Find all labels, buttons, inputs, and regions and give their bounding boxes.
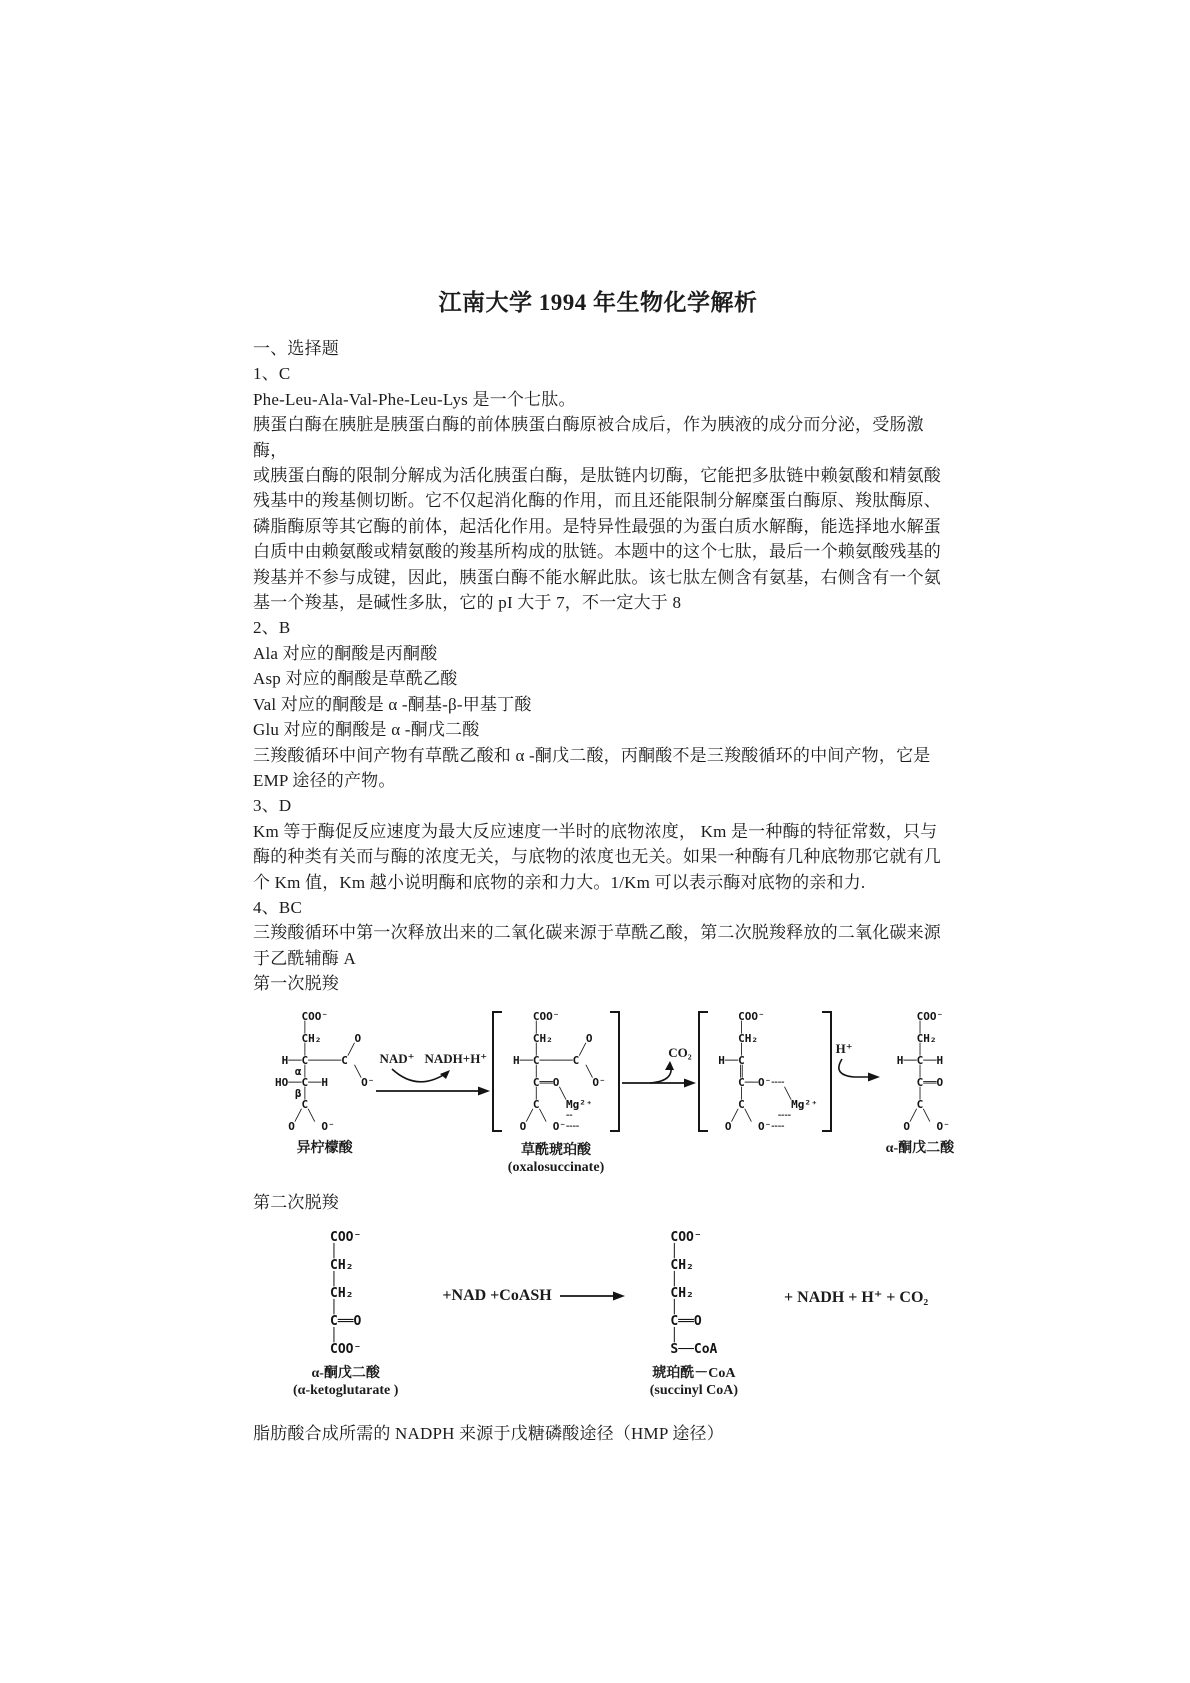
- left-bracket: [698, 1011, 708, 1132]
- isocitrate-formula: [275, 1011, 374, 1132]
- text-line: 三羧酸循环中第一次释放出来的二氧化碳来源于草酰乙酸，第二次脱羧释放的二氧化碳来源: [253, 923, 941, 943]
- text-line: ╱ ╲ ╌: [506, 1108, 573, 1122]
- proton-arrow-icon: [832, 1057, 886, 1083]
- text-line: Glu 对应的酮酸是 α -酮戊二酸: [253, 720, 480, 740]
- oxalosuccinate-bracketed: [492, 1011, 619, 1132]
- text-line: 三羧酸循环中间产物有草酰乙酸和 α -酮戊二酸，丙酮酸不是三羧酸循环的中间产物，它是: [253, 745, 931, 765]
- alpha-ketoglutarate-2-label-en: (α-ketoglutarate ): [293, 1382, 399, 1398]
- text-line: Km 等于酶促反应速度为最大反应速度一半时的底物浓度， Km 是一种酶的特征常数，只与: [253, 821, 938, 841]
- text-line: β│: [275, 1086, 309, 1100]
- text-line: CH₂ O: [506, 1031, 593, 1045]
- text-line: COO⁻: [506, 1009, 560, 1023]
- text-line: O O⁻╌╌: [711, 1119, 785, 1133]
- text-line: │ ╲: [711, 1086, 792, 1100]
- section-heading: 一、选择题: [253, 339, 339, 358]
- text-line: COO⁻: [330, 1341, 362, 1357]
- text-line: 于乙酰辅酶 A: [253, 948, 356, 968]
- text-line: 残基中的羧基侧切断。它不仅起消化酶的作用，而且还能限制分解糜蛋白酶原、羧肽酶原、: [253, 491, 941, 511]
- text-line: Ala 对应的酮酸是丙酮酸: [253, 643, 438, 663]
- curved-reaction-arrow-icon: [374, 1067, 492, 1097]
- proton-reaction-arrow: [832, 1041, 886, 1083]
- text-line: C: [890, 1097, 924, 1111]
- first-decarboxylation-label: 第一次脱羧: [253, 974, 339, 994]
- succinyl-coa-structure: [650, 1231, 738, 1399]
- text-line: 白质中由赖氨酸或精氨酸的羧基所构成的肽链。本题中的这个七肽，最后一个赖氨酸残基的: [253, 542, 941, 562]
- text-line: CH₂: [711, 1031, 759, 1045]
- text-line: C Mg²⁺: [711, 1097, 818, 1111]
- text-line: H──C──H: [890, 1053, 944, 1067]
- left-bracket: [492, 1011, 502, 1132]
- text-line: Asp 对应的酮酸是草酰乙酸: [253, 669, 458, 689]
- oxalosuccinate-label-cn: 草酰琥珀酸: [521, 1142, 592, 1158]
- text-line: 个 Km 值，Km 越小说明酶和底物的亲和力大。1/Km 可以表示酶对底物的亲和力.: [253, 872, 866, 892]
- text-line: │ ╲: [506, 1064, 593, 1078]
- text-line: │: [330, 1271, 338, 1287]
- nadh-label: NADH+H⁺: [424, 1050, 488, 1066]
- text-line: 酶的种类有关而与酶的浓度无关，与底物的浓度也无关。如果一种酶有几种底物那它就有几: [253, 847, 941, 867]
- page-title: 江南大学 1994 年生物化学解析: [438, 290, 758, 315]
- text-line: │: [275, 1020, 309, 1034]
- nad-reaction-arrow: [374, 1051, 492, 1097]
- text-line: │: [670, 1271, 679, 1287]
- oxalosuccinate-structure: [492, 1011, 619, 1176]
- text-line: H──C: [711, 1053, 745, 1067]
- text-line: ╱ ╲: [275, 1108, 315, 1122]
- alpha-ketoglutarate-2-label-cn: α-酮戊二酸: [311, 1365, 380, 1381]
- closing-line: 脂肪酸合成所需的 NADPH 来源于戊糖磷酸途径（HMP 途径）: [253, 1423, 724, 1443]
- alpha-ketoglutarate-2-structure: [293, 1231, 398, 1399]
- text-line: COO⁻: [330, 1229, 362, 1245]
- text-line: │: [330, 1243, 338, 1259]
- text-line: HO──C──H O⁻: [275, 1075, 375, 1089]
- straight-reaction-arrow-icon: [560, 1290, 626, 1302]
- text-line: Val 对应的酮酸是 α -酮基-β-甲基丁酸: [253, 694, 532, 714]
- text-line: C: [275, 1097, 309, 1111]
- text-line: C══O O⁻: [506, 1075, 606, 1089]
- nad-label: NAD⁺: [379, 1050, 415, 1066]
- succinyl-coa-label-en: (succinyl CoA): [649, 1382, 739, 1398]
- enol-formula: [712, 1011, 818, 1132]
- alpha-ketoglutarate-structure: [886, 1011, 954, 1157]
- alpha-ketoglutarate-label: α-酮戊二酸: [885, 1140, 955, 1156]
- text-line: │: [506, 1020, 540, 1034]
- answer-q4: 4、BC: [253, 897, 302, 917]
- text-line: 磷脂酶原等其它酶的前体，起活化作用。是特异性最强的为蛋白质水解酶，能选择地水解蛋: [253, 516, 941, 536]
- text-line: ║: [711, 1064, 745, 1078]
- oxalosuccinate-label-en: (oxalosuccinate): [507, 1159, 605, 1175]
- text-line: ╱ ╲: [890, 1108, 930, 1122]
- right-bracket: [822, 1011, 832, 1132]
- reagents-text: +NAD +CoASH: [442, 1286, 552, 1304]
- second-decarboxylation-diagram: [293, 1231, 943, 1399]
- text-line: │ ╱: [275, 1042, 355, 1056]
- text-line: │: [330, 1327, 338, 1343]
- co2-release-arrow-icon: [620, 1061, 698, 1089]
- q2-explanation: [253, 641, 943, 793]
- text-line: 或胰蛋白酶的限制分解成为活化胰蛋白酶，是肽链内切酶，它能把多肽链中赖氨酸和精氨酸: [253, 466, 941, 486]
- text-line: C══O: [890, 1075, 944, 1089]
- nad-coash-arrow: [442, 1287, 625, 1305]
- q4-explanation: [253, 920, 943, 971]
- products-text: + NADH + H⁺ + CO₂: [784, 1288, 929, 1306]
- h-plus-label: H⁺: [835, 1040, 853, 1056]
- text-line: │ ╲: [506, 1086, 566, 1100]
- text-line: │: [890, 1086, 924, 1100]
- text-line: H──C─────C: [275, 1053, 348, 1067]
- text-line: α│ ╲: [275, 1064, 362, 1078]
- text-line: CH₂: [890, 1031, 937, 1045]
- text-line: C──O⁻╌╌: [711, 1075, 785, 1089]
- text-line: │: [890, 1020, 924, 1034]
- text-line: 胰蛋白酶在胰脏是胰蛋白酶的前体胰蛋白酶原被合成后，作为胰液的成分而分泌，受肠激酶，: [253, 415, 924, 460]
- text-line: COO⁻: [890, 1009, 944, 1023]
- alpha-ketoglutarate-formula: [890, 1011, 950, 1132]
- document-content: [253, 288, 955, 1446]
- answer-q3: 3、D: [253, 796, 292, 816]
- co2-reaction-arrow: [620, 1045, 698, 1089]
- text-line: CH₂ O: [275, 1031, 362, 1045]
- text-line: CH₂: [670, 1257, 694, 1273]
- enol-intermediate-structure: [698, 1011, 832, 1132]
- text-line: │: [711, 1042, 745, 1056]
- alpha-ketoglutarate-2-formula: [330, 1231, 361, 1357]
- text-line: 基一个羧基，是碱性多肽，它的 pI 大于 7，不一定大于 8: [253, 593, 682, 613]
- text-line: COO⁻: [711, 1009, 765, 1023]
- nad-arrow-labels: [379, 1051, 487, 1067]
- text-line: O O⁻╌╌: [506, 1119, 580, 1133]
- text-line: O O⁻: [890, 1119, 950, 1133]
- isocitrate-label: 异柠檬酸: [296, 1140, 353, 1156]
- text-line: │: [711, 1020, 745, 1034]
- text-line: C══O: [330, 1313, 362, 1329]
- text-line: ╱ ╲ ╌╌: [711, 1108, 792, 1122]
- isocitrate-structure: [275, 1011, 374, 1157]
- q3-explanation: [253, 819, 943, 895]
- text-line: │: [890, 1042, 924, 1056]
- oxalosuccinate-formula: [506, 1011, 605, 1132]
- text-line: H──C─────C: [506, 1053, 580, 1067]
- succinyl-coa-formula: [670, 1231, 717, 1357]
- text-line: CH₂: [330, 1257, 354, 1273]
- text-line: EMP 途径的产物。: [253, 770, 396, 790]
- text-line: │: [330, 1299, 338, 1315]
- text-line: 羧基并不参与成键，因此，胰蛋白酶不能水解此肽。该七肽左侧含有氨基，右侧含有一个氨: [253, 567, 941, 587]
- text-line: C Mg²⁺: [506, 1097, 593, 1111]
- text-line: │: [670, 1299, 679, 1315]
- answer-q2: 2、B: [253, 618, 291, 638]
- q1-explanation: [253, 387, 943, 616]
- text-line: CH₂: [330, 1285, 354, 1301]
- co2-label: CO₂: [668, 1044, 692, 1060]
- text-line: │: [670, 1327, 679, 1343]
- text-line: │: [670, 1243, 679, 1259]
- text-line: │: [890, 1064, 924, 1078]
- text-line: │ ╱: [506, 1042, 586, 1056]
- text-line: COO⁻: [670, 1229, 702, 1245]
- text-line: C══O: [670, 1313, 702, 1329]
- text-line: CH₂: [670, 1285, 694, 1301]
- enol-bracketed: [698, 1011, 832, 1132]
- text-line: Phe-Leu-Ala-Val-Phe-Leu-Lys 是一个七肽。: [253, 389, 576, 409]
- text-line: S──CoA: [670, 1341, 718, 1357]
- answer-q1: 1、C: [253, 364, 291, 384]
- first-decarboxylation-diagram: [275, 1009, 955, 1176]
- succinyl-coa-label-cn: 琥珀酰－CoA: [652, 1365, 736, 1381]
- second-decarboxylation-label: 第二次脱羧: [253, 1192, 339, 1212]
- text-line: O O⁻: [275, 1119, 335, 1133]
- text-line: COO⁻: [275, 1009, 328, 1023]
- right-bracket: [610, 1011, 620, 1132]
